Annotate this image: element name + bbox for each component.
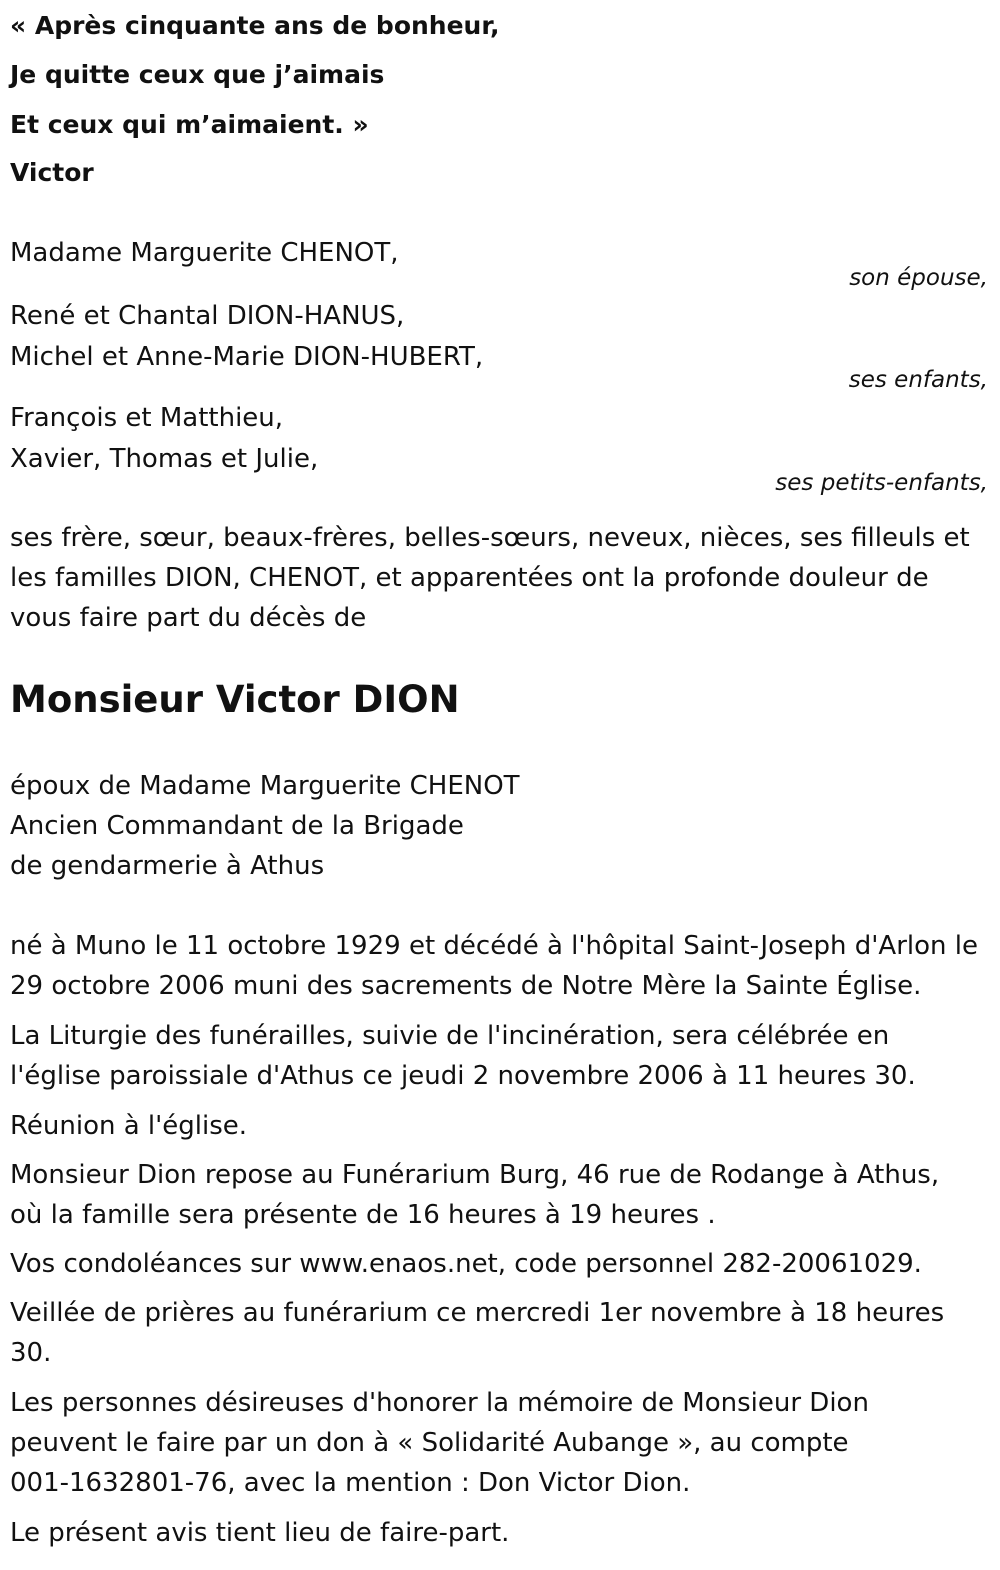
birth-death-line-1: né à Muno le 11 octobre 1929 et décédé à l'hôpital Saint-Joseph d'Arlon le	[10, 931, 979, 961]
poem-signature: Victor	[10, 158, 94, 187]
donation-line-1: Les personnes désireuses d'honorer la mémoire de Monsieur Dion	[10, 1388, 869, 1418]
birth-death-line-2: 29 octobre 2006 muni des sacrements de Notre Mère la Sainte Église.	[10, 971, 922, 1001]
child-line-1: René et Chantal DION-HANUS,	[10, 301, 405, 331]
vigil-line-2: 30.	[10, 1338, 52, 1368]
children-role: ses enfants,	[848, 367, 988, 393]
poem-line-1: « Après cinquante ans de bonheur,	[10, 11, 500, 40]
vigil-line-1: Veillée de prières au funérarium ce mercredi 1er novembre à 18 heures	[10, 1298, 945, 1328]
donation-line-3: 001-1632801-76, avec la mention : Don Victor Dion.	[10, 1468, 691, 1498]
grandchild-line-2: Xavier, Thomas et Julie,	[10, 444, 319, 474]
spouse-role: son épouse,	[849, 265, 988, 291]
others-line-1: ses frère, sœur, beaux-frères, belles-sœurs, neveux, nièces, ses filleuls et	[10, 523, 970, 553]
grandchild-line-1: François et Matthieu,	[10, 403, 284, 433]
deceased-detail-3: de gendarmerie à Athus	[10, 851, 325, 881]
funerarium-line-1: Monsieur Dion repose au Funérarium Burg, 46 rue de Rodange à Athus,	[10, 1160, 940, 1190]
liturgy-line-2: l'église paroissiale d'Athus ce jeudi 2 novembre 2006 à 11 heures 30.	[10, 1061, 916, 1091]
child-line-2: Michel et Anne-Marie DION-HUBERT,	[10, 342, 484, 372]
deceased-name: Monsieur Victor DION	[10, 678, 460, 721]
funerarium-line-2: où la famille sera présente de 16 heures à 19 heures .	[10, 1200, 716, 1230]
others-line-2: les familles DION, CHENOT, et apparentées ont la profonde douleur de	[10, 563, 929, 593]
grandchildren-role: ses petits-enfants,	[775, 470, 988, 496]
closing-line: Le présent avis tient lieu de faire-part.	[10, 1518, 510, 1548]
others-line-3: vous faire part du décès de	[10, 603, 367, 633]
obituary-notice	[10, 0, 990, 1570]
deceased-detail-1: époux de Madame Marguerite CHENOT	[10, 771, 520, 801]
liturgy-line-1: La Liturgie des funérailles, suivie de l'incinération, sera célébrée en	[10, 1021, 890, 1051]
poem-line-3: Et ceux qui m’aimaient. »	[10, 110, 369, 139]
donation-line-2: peuvent le faire par un don à « Solidarité Aubange », au compte	[10, 1428, 849, 1458]
deceased-detail-2: Ancien Commandant de la Brigade	[10, 811, 464, 841]
reunion-line: Réunion à l'église.	[10, 1111, 248, 1141]
condolences-line: Vos condoléances sur www.enaos.net, code personnel 282-20061029.	[10, 1249, 922, 1279]
poem-line-2: Je quitte ceux que j’aimais	[10, 60, 385, 89]
spouse-name: Madame Marguerite CHENOT,	[10, 238, 399, 268]
